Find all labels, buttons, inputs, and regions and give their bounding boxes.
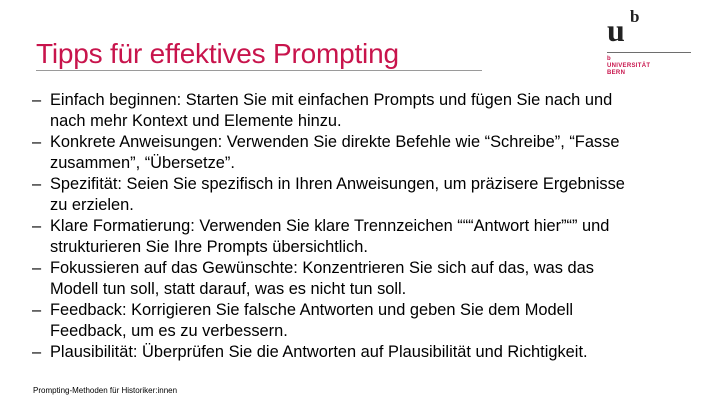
slide-footer: Prompting-Methoden für Historiker:innen	[33, 386, 178, 395]
bullet-line: Modell tun soll, statt darauf, was es nicht tun soll.	[50, 279, 407, 298]
logo-university-text: UNIVERSITÄT	[607, 63, 651, 69]
bullet-dash: –	[32, 175, 42, 193]
logo-u: u	[607, 12, 625, 48]
logo-b-superscript: b	[630, 7, 640, 26]
bullet-item	[32, 132, 692, 173]
bullet-line: strukturieren Sie Ihre Prompts übersichtlich.	[50, 237, 368, 256]
bullet-line: nach mehr Kontext und Elemente hinzu.	[50, 111, 342, 130]
bullet-line: Konkrete Anweisungen: Verwenden Sie direkte Befehle wie “Schreibe”, “Fasse	[50, 133, 620, 151]
bullet-line: Klare Formatierung: Verwenden Sie klare Trennzeichen “““Antwort hier”“” und	[50, 217, 610, 235]
university-logo	[607, 6, 697, 76]
slide-title: Tipps für effektives Prompting	[36, 38, 399, 69]
logo-bern-text: BERN	[607, 70, 626, 76]
bullet-line: Plausibilität: Überprüfen Sie die Antworten auf Plausibilität und Richtigkeit.	[50, 343, 588, 361]
bullet-line: Spezifität: Seien Sie spezifisch in Ihren Anweisungen, um präzisere Ergebnisse	[50, 175, 625, 193]
bullet-dash: –	[32, 343, 42, 361]
bullet-line: Feedback, um es zu verbessern.	[50, 321, 288, 340]
bullet-line: Feedback: Korrigieren Sie falsche Antworten und geben Sie dem Modell	[50, 301, 573, 319]
bullet-dash: –	[32, 259, 42, 277]
bullet-item	[32, 216, 692, 257]
bullet-item	[32, 258, 692, 299]
bullet-dash: –	[32, 133, 42, 151]
bullet-dash: –	[32, 91, 42, 109]
bullet-item	[32, 300, 692, 341]
bullet-dash: –	[32, 301, 42, 319]
bullet-list	[32, 90, 692, 364]
bullet-line: Einfach beginnen: Starten Sie mit einfachen Prompts und fügen Sie nach und	[50, 91, 613, 109]
bullet-item	[32, 342, 692, 363]
bullet-item	[32, 174, 692, 215]
bullet-line: zu erzielen.	[50, 195, 134, 214]
bullet-item	[32, 90, 692, 131]
bullet-line: zusammen”, “Übersetze”.	[50, 153, 235, 172]
logo-divider	[607, 52, 691, 53]
bullet-dash: –	[32, 217, 42, 235]
logo-small-mark: b	[607, 56, 611, 62]
title-divider	[36, 70, 482, 71]
bullet-line: Fokussieren auf das Gewünschte: Konzentrieren Sie sich auf das, was das	[50, 259, 594, 277]
